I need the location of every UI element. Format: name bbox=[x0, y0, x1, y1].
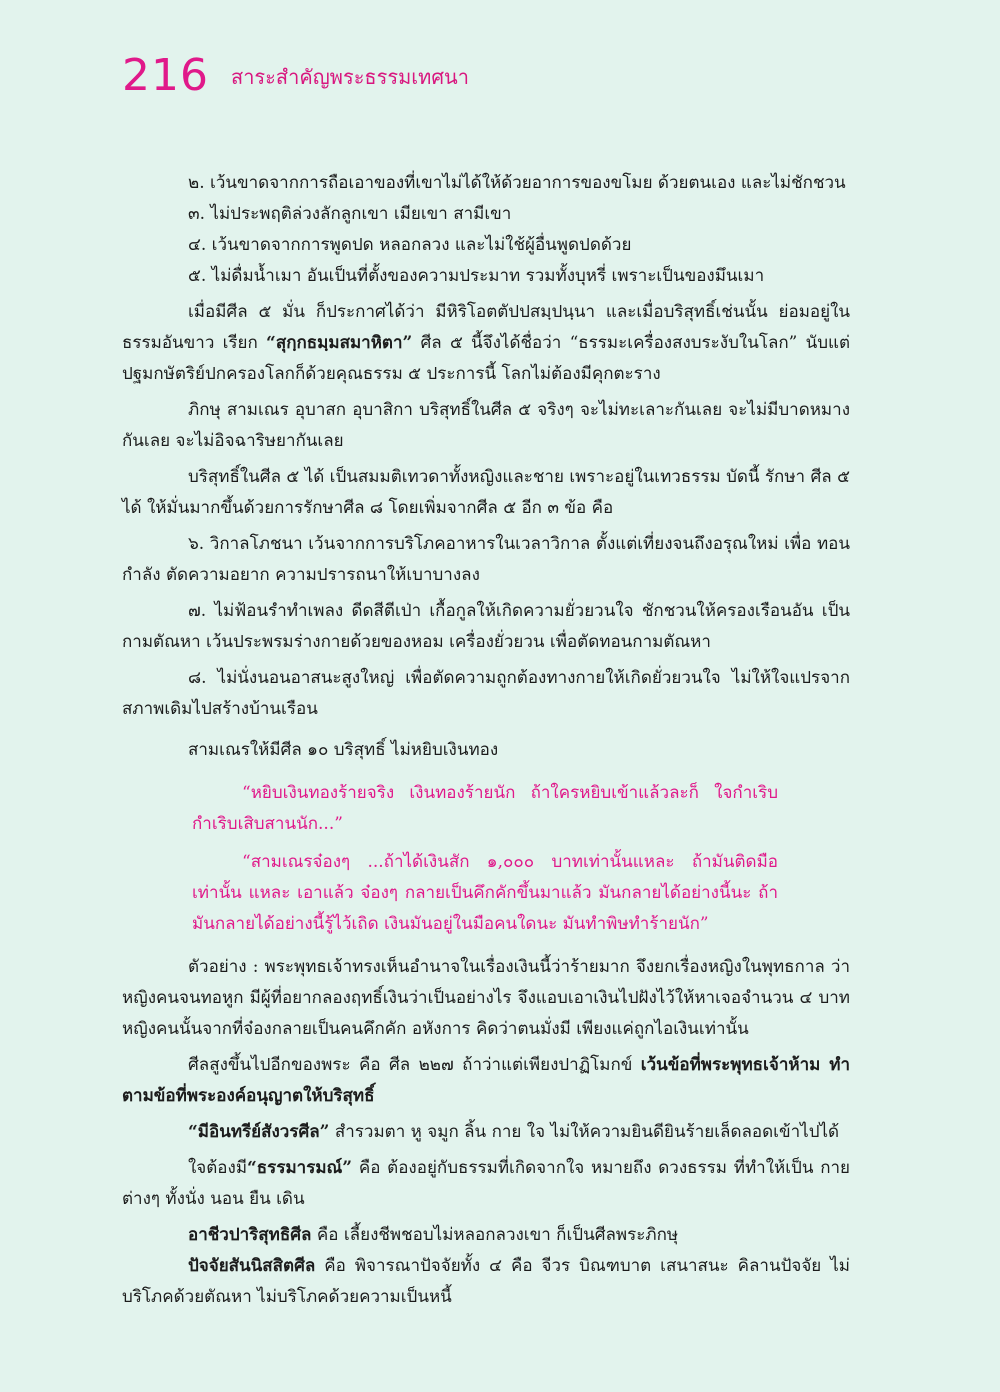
paragraph: เมื่อมีศีล ๕ มั่น ก็ประกาศได้ว่า มีหิริโอตตัปปสมฺปนฺนา และเมื่อบริสุทธิ์เช่นนั้น ย่อมอยู่ใน ธรรมอันขาว เรียก “สุกฺกธมฺมสมาหิตา” ศีล ๕ นี้จึงได้ชื่อว่า “ธรรมะเครื่องสงบระงับในโลก” นับแต่ ปฐมกษัตริย์ปกครองโลกก็ด้วยคุณธรรม ๕ ประการนี้ โลกไม่ต้องมีคุกตะราง bbox=[122, 302, 850, 384]
paragraph: ปัจจัยสันนิสสิตศีล คือ พิจารณาปัจจัยทั้ง ๔ คือ จีวร บิณฑบาต เสนาสนะ คิลานปัจจัย ไม่ บริโภคด้วยตัณหา ไม่บริโภคด้วยความเป็นหนี้ bbox=[122, 1256, 850, 1307]
paragraph: ตัวอย่าง : พระพุทธเจ้าทรงเห็นอำนาจในเรื่องเงินนี้ว่าร้ายมาก จึงยกเรื่องหญิงในพุทธกาล ว่า หญิงคนจนทอหูก มีผู้ที่อยากลองฤทธิ์เงินว่าเป็นอย่างไร จึงแอบเอาเงินไปฝังไว้ให้หาเจอจำนวน ๔ บาท หญิงคนนั้นจากที่จ๋องกลายเป็นคนคึกคัก อหังการ คิดว่าตนมั่งมี เพียงแค่ถูกไอเงินเท่านั้น bbox=[122, 957, 850, 1039]
list-item: ๒. เว้นขาดจากการถือเอาของที่เขาไม่ได้ให้ด้วยอาการของขโมย ด้วยตนเอง และไม่ชักชวน bbox=[188, 173, 846, 193]
bold-term: อาชีวปาริสุทธิศีล bbox=[188, 1225, 312, 1245]
book-title: สาระสำคัญพระธรรมเทศนา bbox=[230, 65, 469, 89]
paragraph: ศีลสูงขึ้นไปอีกของพระ คือ ศีล ๒๒๗ ถ้าว่าแต่เพียงปาฏิโมกข์ เว้นข้อที่พระพุทธเจ้าห้าม ทำตามข้อที่พระองค์อนุญาตให้บริสุทธิ์ bbox=[122, 1055, 850, 1106]
page-header bbox=[122, 50, 469, 101]
quote: “สามเณรจ๋องๆ ...ถ้าได้เงินสัก ๑,๐๐๐ บาทเท่านั้นแหละ ถ้ามันติดมือเท่านั้น แหละ เอาแล้ว จ๋องๆ กลายเป็นคึกคักขึ้นมาแล้ว มันกลายได้อย่างนี้นะ ถ้า มันกลายได้อย่างนี้รู้ไว้เถิด เงินมันอยู่ในมือคนใดนะ มันทำพิษทำร้ายนัก” bbox=[192, 852, 778, 934]
paragraph: ๗. ไม่ฟ้อนรำทำเพลง ดีดสีตีเป่า เกื้อกูลให้เกิดความยั่วยวนใจ ชักชวนให้ครองเรือนอัน เป็น กามตัณหา เว้นประพรมร่างกายด้วยของหอม เครื่องยั่วยวน เพื่อตัดทอนกามตัณหา bbox=[122, 601, 850, 652]
paragraph: ภิกษุ สามเณร อุบาสก อุบาสิกา บริสุทธิ์ในศีล ๕ จริงๆ จะไม่ทะเลาะกันเลย จะไม่มีบาดหมาง กันเลย จะไม่อิจฉาริษยากันเลย bbox=[122, 400, 850, 451]
paragraph: อาชีวปาริสุทธิศีล คือ เลี้ยงชีพชอบไม่หลอกลวงเขา ก็เป็นศีลพระภิกษุ bbox=[188, 1225, 679, 1245]
bold-term: เว้นข้อที่พระพุทธเจ้าห้าม ทำตามข้อที่พระองค์อนุญาตให้บริสุทธิ์ bbox=[122, 1055, 850, 1106]
paragraph: ๘. ไม่นั่งนอนอาสนะสูงใหญ่ เพื่อตัดความถูกต้องทางกายให้เกิดยั่วยวนใจ ไม่ให้ใจแปรจาก สภาพเดิมไปสร้างบ้านเรือน bbox=[122, 668, 850, 719]
bold-term: “สุกฺกธมฺมสมาหิตา” bbox=[266, 333, 413, 353]
paragraph: “มีอินทรีย์สังวรศีล” สำรวมตา หู จมูก ลิ้น กาย ใจ ไม่ให้ความยินดียินร้ายเล็ดลอดเข้าไปได้ bbox=[188, 1122, 840, 1142]
list-item: ๓. ไม่ประพฤติล่วงลักลูกเขา เมียเขา สามีเขา bbox=[188, 204, 512, 224]
list-item: ๔. เว้นขาดจากการพูดปด หลอกลวง และไม่ใช้ผู้อื่นพูดปดด้วย bbox=[188, 235, 632, 255]
bold-term: ปัจจัยสันนิสสิตศีล bbox=[188, 1256, 316, 1276]
quote: “หยิบเงินทองร้ายจริง เงินทองร้ายนัก ถ้าใครหยิบเข้าแล้วละก็ ใจกำเริบ กำเริบเสิบสานนัก...” bbox=[192, 783, 778, 834]
paragraph: ๖. วิกาลโภชนา เว้นจากการบริโภคอาหารในเวลาวิกาล ตั้งแต่เที่ยงจนถึงอรุณใหม่ เพื่อ ทอนกำลัง ตัดความอยาก ความปรารถนาให้เบาบางลง bbox=[122, 534, 850, 585]
paragraph: ใจต้องมี“ธรรมารมณ์” คือ ต้องอยู่กับธรรมที่เกิดจากใจ หมายถึง ดวงธรรม ที่ทำให้เป็น กายต่างๆ ทั้งนั่ง นอน ยืน เดิน bbox=[122, 1158, 850, 1209]
page-number: 216 bbox=[122, 50, 209, 101]
paragraph: บริสุทธิ์ในศีล ๕ ได้ เป็นสมมติเทวดาทั้งหญิงและชาย เพราะอยู่ในเทวธรรม บัดนี้ รักษา ศีล ๕ ได้ ให้มั่นมากขึ้นด้วยการรักษาศีล ๘ โดยเพิ่มจากศีล ๕ อีก ๓ ข้อ คือ bbox=[122, 467, 850, 518]
paragraph: สามเณรให้มีศีล ๑๐ บริสุทธิ์ ไม่หยิบเงินทอง bbox=[188, 740, 499, 760]
list-item: ๕. ไม่ดื่มน้ำเมา อันเป็นที่ตั้งของความประมาท รวมทั้งบุหรี่ เพราะเป็นของมึนเมา bbox=[188, 266, 765, 286]
bold-term: “มีอินทรีย์สังวรศีล” bbox=[188, 1122, 330, 1142]
page-body bbox=[122, 168, 850, 1313]
bold-term: “ธรรมารมณ์” bbox=[247, 1158, 353, 1178]
